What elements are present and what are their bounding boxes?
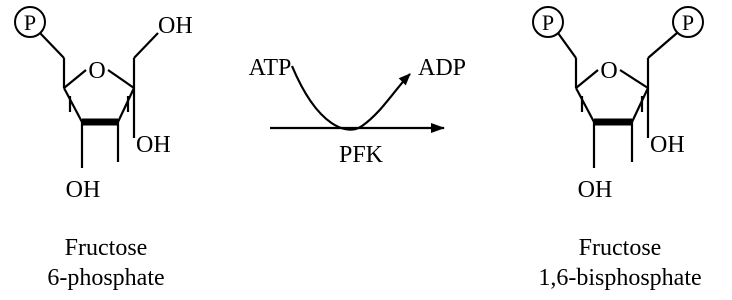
phosphate-group-right (673, 7, 703, 37)
oh-top-label: OH (158, 13, 193, 39)
bond-c5-c4 (64, 88, 82, 122)
fructose-1-6-bisphosphate-structure (533, 7, 703, 203)
phosphate-label: P (23, 10, 37, 35)
adp-label: ADP (417, 55, 467, 81)
bond-phosphate-c6 (558, 33, 576, 58)
bond-c2-c3 (118, 88, 134, 122)
bond-c1-phosphate (648, 33, 677, 58)
cofactor-curved-arrow (292, 66, 410, 130)
ring-oxygen-label: O (88, 58, 106, 84)
substrate-name-line1: Fructose (64, 235, 148, 261)
atp-label: ATP (248, 55, 292, 81)
fructose-6-phosphate-structure (15, 7, 193, 203)
bond-c5-ring-o (576, 70, 598, 88)
phosphate-group (15, 7, 45, 37)
enzyme-label: PFK (338, 142, 384, 168)
oh-right-label: OH (650, 132, 685, 158)
phosphate-left-label: P (541, 10, 555, 35)
phosphate-right-label: P (681, 10, 695, 35)
oh-right-label: OH (136, 132, 171, 158)
oh-bottom-label: OH (65, 177, 101, 203)
phosphate-group-left (533, 7, 563, 37)
ring-oxygen-label: O (600, 58, 618, 84)
product-name-line2: 1,6-bisphosphate (538, 265, 702, 291)
bond-ring-o-c2 (620, 70, 648, 88)
substrate-name-line2: 6-phosphate (47, 265, 165, 291)
bond-c2-c3 (632, 88, 648, 122)
bond-ring-o-c2 (108, 70, 134, 88)
oh-bottom-label: OH (577, 177, 613, 203)
product-name-line1: Fructose (578, 235, 662, 261)
bond-c5-ring-o (64, 70, 86, 88)
reaction-arrow-group (249, 55, 466, 168)
bond-c1-oh (134, 33, 158, 58)
bond-phosphate-c6 (40, 33, 64, 58)
bond-c5-c4 (576, 88, 594, 122)
